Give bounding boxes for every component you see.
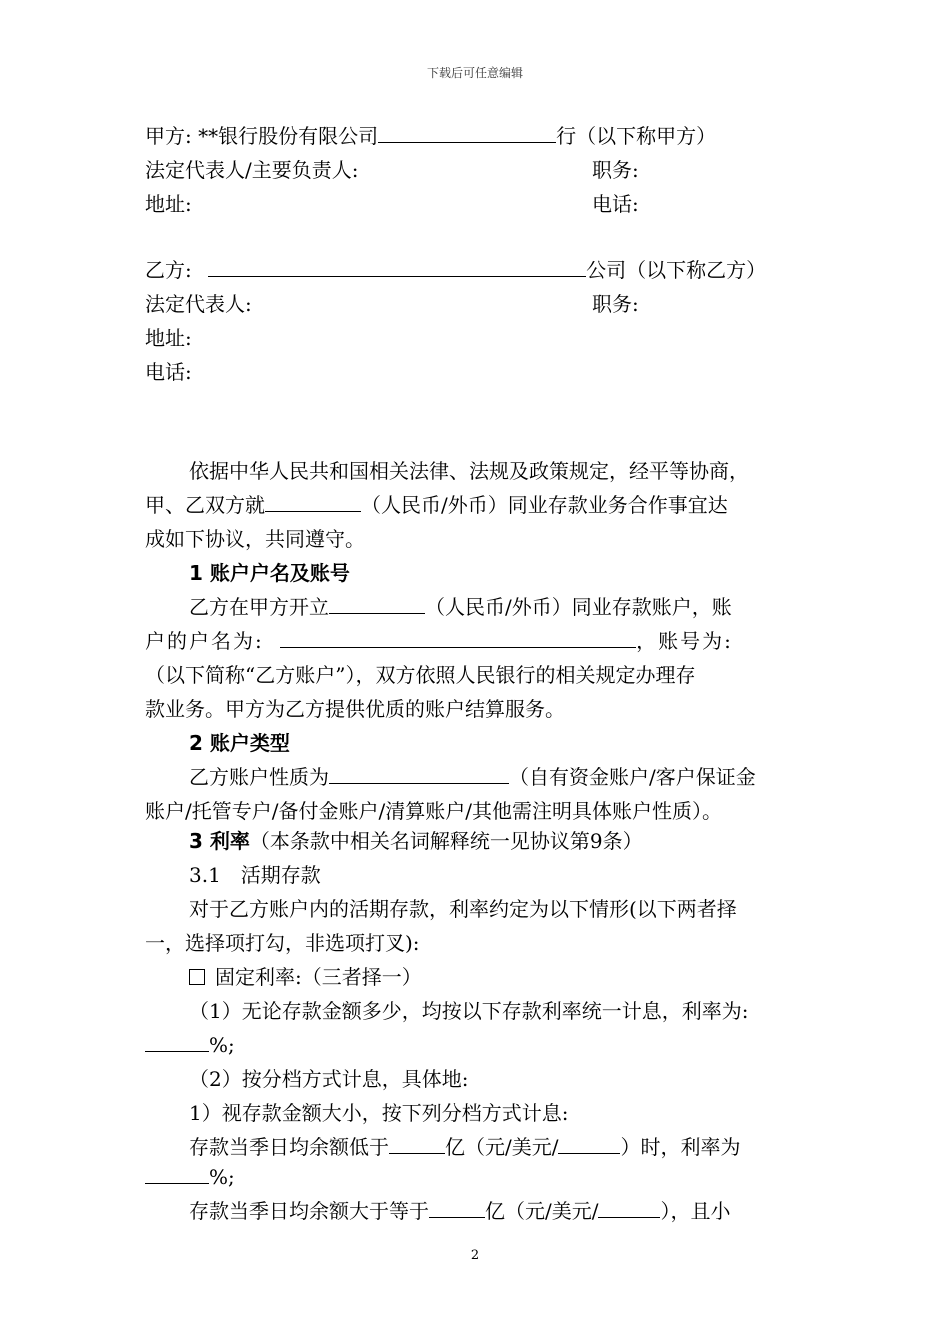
party-b-title-label: 职务: <box>592 292 639 316</box>
s3-option-2-1: 1）视存款金额大小，按下列分档方式计息: <box>189 1101 569 1125</box>
s1-line-4: 款业务。甲方为乙方提供优质的账户结算服务。 <box>145 697 565 721</box>
intro-currency-blank[interactable] <box>265 491 361 512</box>
intro-line-2 <box>145 491 728 519</box>
tier-2b: 亿（元/美元/ <box>485 1199 599 1223</box>
s3-option-2: （2）按分档方式计息，具体地: <box>189 1067 469 1091</box>
s3-tier-1-rate <box>145 1163 235 1191</box>
s1-line-1 <box>189 593 732 621</box>
tier-2c: ），且小 <box>660 1199 731 1223</box>
s1-line-2 <box>145 627 733 655</box>
section-1-heading: 1 账户户名及账号 <box>189 561 350 585</box>
s3-line-1: 对于乙方账户内的活期存款，利率约定为以下情形(以下两者择 <box>189 897 737 921</box>
party-a-label: 甲方: <box>145 124 192 148</box>
tier-1a: 存款当季日均余额低于 <box>189 1135 389 1159</box>
s3-fixed-rate: 固定利率:（三者择一） <box>215 965 422 989</box>
party-a-address-label: 地址: <box>145 192 192 216</box>
tier-1-pct: %; <box>209 1165 235 1189</box>
s1-line-3: （以下简称“乙方账户”），双方依照人民银行的相关规定办理存 <box>145 663 696 687</box>
party-b-phone-label: 电话: <box>145 360 192 384</box>
tier-1-amount-blank[interactable] <box>389 1133 445 1154</box>
tier-2-unit-blank[interactable] <box>598 1197 660 1218</box>
intro-line-1: 依据中华人民共和国相关法律、法规及政策规定，经平等协商， <box>189 459 749 483</box>
party-b-label: 乙方: <box>145 258 192 282</box>
option-1-pct: %; <box>209 1033 235 1057</box>
section-3-heading-bold: 3 利率 <box>189 829 250 853</box>
fixed-rate-checkbox[interactable] <box>189 969 205 985</box>
option-1-rate-blank[interactable] <box>145 1031 209 1052</box>
tier-2a: 存款当季日均余额大于等于 <box>189 1199 429 1223</box>
s3-option-1: （1）无论存款金额多少，均按以下存款利率统一计息，利率为: <box>189 999 749 1023</box>
s1-line-1b: （人民币/外币）同业存款账户，账 <box>425 595 732 619</box>
party-b-name-blank[interactable] <box>208 256 586 277</box>
party-b-address-label: 地址: <box>145 326 192 350</box>
tier-1c: ）时，利率为 <box>620 1135 741 1159</box>
page-number: 2 <box>470 1248 480 1263</box>
party-b-suffix: 公司（以下称乙方） <box>586 258 767 282</box>
tier-1-unit-blank[interactable] <box>558 1133 620 1154</box>
party-b-line <box>145 256 766 284</box>
s3-option-1-rate <box>145 1031 235 1059</box>
party-a-rep-label: 法定代表人/主要负责人: <box>145 158 359 182</box>
intro-line-2a: 甲、乙双方就 <box>145 493 265 517</box>
s2-line-1 <box>189 763 756 791</box>
s2-line-2: 账户/托管专户/备付金账户/清算账户/其他需注明具体账户性质）。 <box>145 799 722 823</box>
intro-line-3: 成如下协议，共同遵守。 <box>145 527 365 551</box>
section-3-heading <box>189 827 643 855</box>
party-a-name: **银行股份有限公司 <box>198 124 379 148</box>
s1-line-1a: 乙方在甲方开立 <box>189 595 329 619</box>
s1-line-2b: ，账号为: <box>636 629 733 653</box>
s3-line-2: 一，选择项打勾，非选项打叉): <box>145 931 420 955</box>
tier-1b: 亿（元/美元/ <box>445 1135 559 1159</box>
s2-account-type-blank[interactable] <box>329 763 509 784</box>
s2-line-1b: （自有资金账户/客户保证金 <box>509 765 756 789</box>
s3-tier-1 <box>189 1133 740 1161</box>
intro-line-2b: （人民币/外币）同业存款业务合作事宜达 <box>361 493 728 517</box>
section-3-heading-rest: （本条款中相关名词解释统一见协议第9条） <box>249 829 643 853</box>
tier-2-amount-blank[interactable] <box>429 1197 485 1218</box>
s1-line-2a: 户的户名为: <box>145 629 264 653</box>
party-a-phone-label: 电话: <box>592 192 639 216</box>
s3-fixed-rate-line <box>189 963 422 991</box>
party-a-title-label: 职务: <box>592 158 639 182</box>
s1-currency-blank[interactable] <box>329 593 425 614</box>
party-a-suffix: 行（以下称甲方） <box>556 124 717 148</box>
s3-tier-2 <box>189 1197 730 1225</box>
page-header-note: 下载后可任意编辑 <box>426 66 523 80</box>
s1-account-name-blank[interactable] <box>280 627 636 648</box>
party-a-branch-blank[interactable] <box>378 122 556 143</box>
party-a-line <box>145 122 716 150</box>
s3-sub-heading: 3.1 活期存款 <box>189 863 321 887</box>
s2-line-1a: 乙方账户性质为 <box>189 765 329 789</box>
tier-1-rate-blank[interactable] <box>145 1163 209 1184</box>
party-b-rep-label: 法定代表人: <box>145 292 252 316</box>
section-2-heading: 2 账户类型 <box>189 731 290 755</box>
